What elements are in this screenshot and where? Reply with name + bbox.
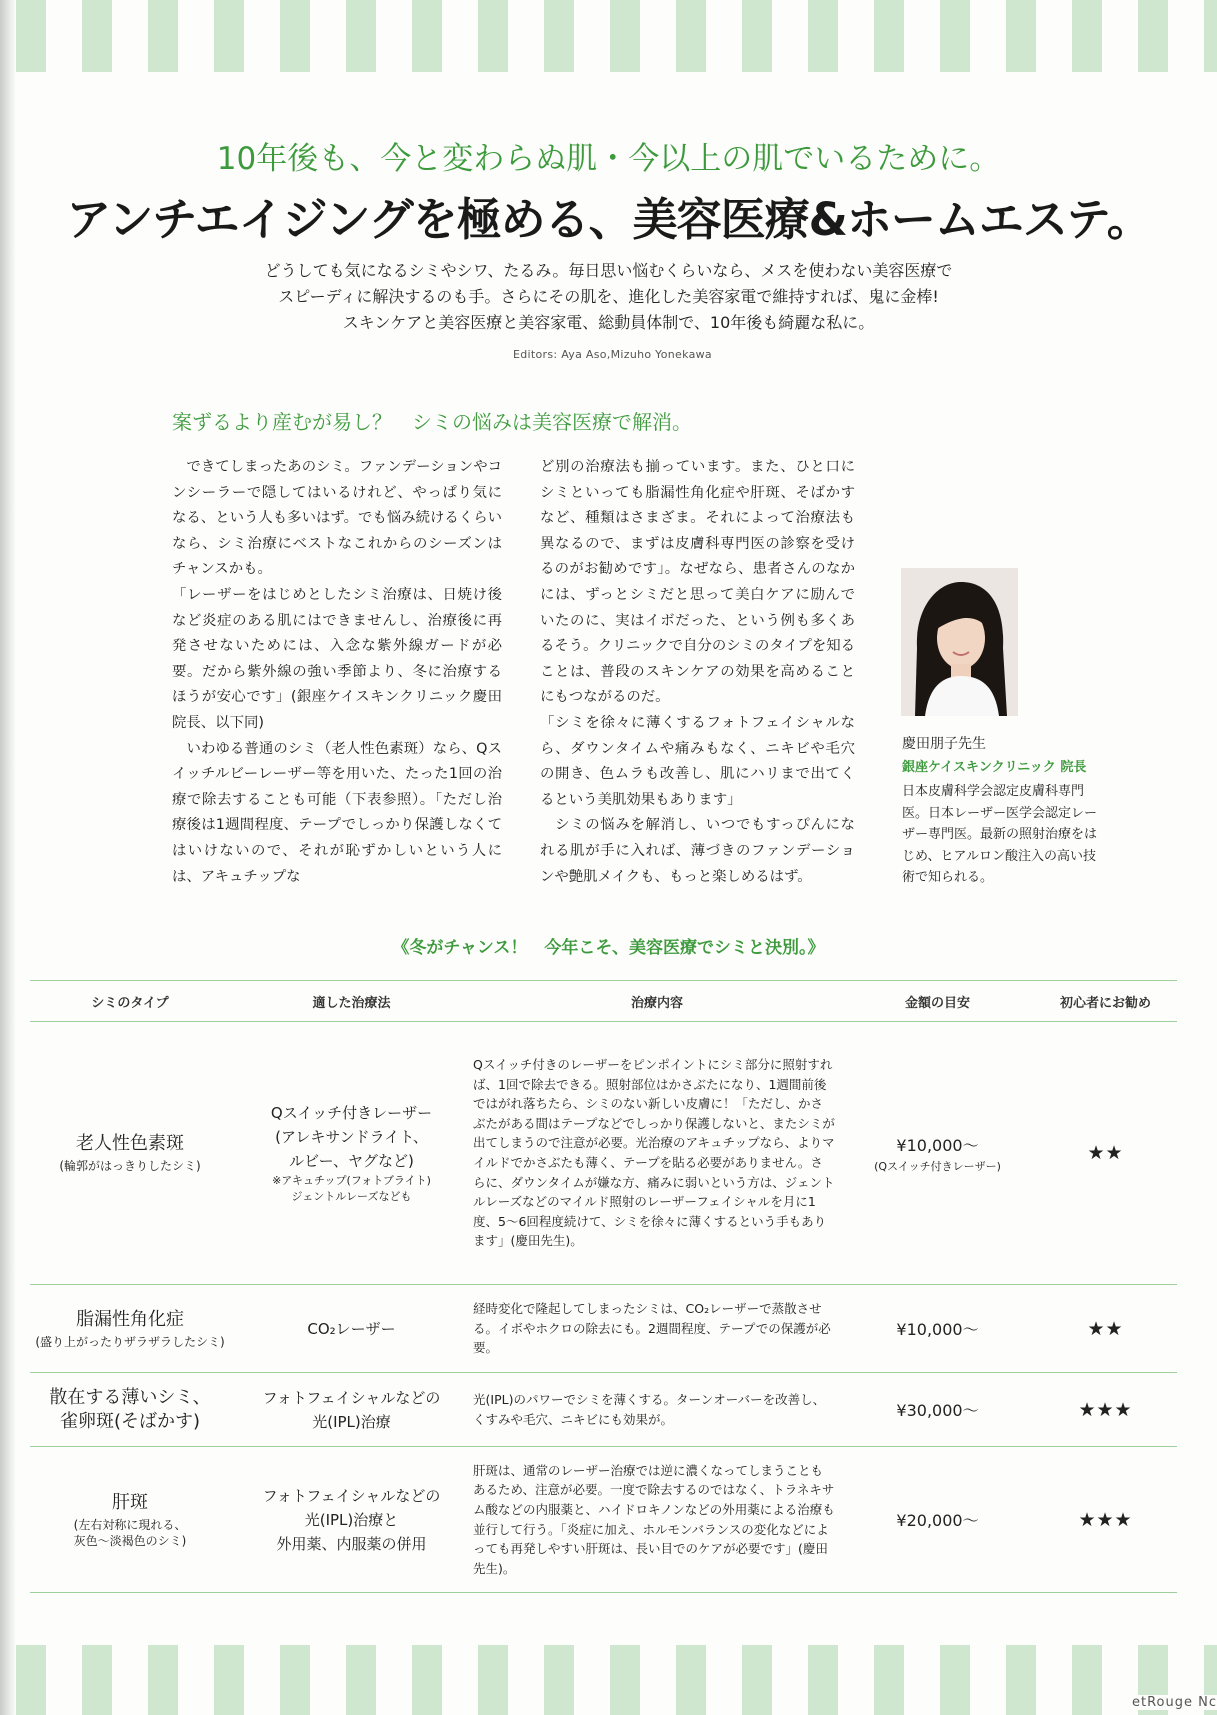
rating-stars: ★★★ — [1078, 1398, 1133, 1421]
doctor-name: 慶田朋子先生 — [902, 736, 986, 752]
cell-stars — [1034, 1447, 1177, 1593]
cell-price — [841, 1447, 1034, 1593]
table-row — [30, 1022, 1177, 1285]
rating-stars: ★★★ — [1078, 1508, 1133, 1531]
method-text: フォトフェイシャルなどの 光(IPL)治療 — [262, 1388, 441, 1431]
page-subtitle: 10年後も、今と変わらぬ肌・今以上の肌でいるために。 — [216, 141, 1001, 177]
cell-spot-type — [30, 1022, 230, 1285]
doctor-portrait-image — [901, 568, 1018, 716]
spot-type-name: 肝斑 — [112, 1491, 148, 1513]
cell-price — [841, 1373, 1034, 1447]
doctor-bio: 日本皮膚科学会認定皮膚科専門医。日本レーザー医学会認定レーザー専門医。最新の照射治療をはじめ、ヒアルロン酸注入の高い技術で知られる。 — [902, 784, 1098, 885]
article-column-2 — [540, 455, 855, 890]
spot-type-note: (輪郭がはっきりしたシミ) — [59, 1159, 201, 1173]
article-paragraph: 「シミを徐々に薄くするフォトフェイシャルなら、ダウンタイムや痛みもなく、ニキビや毛穴の開き、色ムラも改善し、肌にハリまで出てくるという美肌効果もあります」 — [540, 714, 855, 808]
table-title: 《冬がチャンス！ 今年こそ、美容医療でシミと決別。》 — [392, 938, 825, 958]
header-treatment-content: 治療内容 — [473, 981, 841, 1022]
editors-credit: Editors: Aya Aso,Mizuho Yonekawa — [513, 348, 712, 361]
method-text: Qスイッチ付きレーザー (アレキサンドライト、 ルビー、ヤグなど) — [270, 1104, 433, 1170]
article-paragraph: いわゆる普通のシミ（老人性色素斑）なら、Qスイッチルビーレーザー等を用いた、たった1回の治療で除去することも可能（下表参照）。「ただし治療後は1週間程度、テープでしっかり保護しなくてはいけないので、それが恥ずかしいという人には、アキュチップな — [172, 740, 502, 885]
cell-stars — [1034, 1285, 1177, 1373]
method-text: フォトフェイシャルなどの 光(IPL)治療と 外用薬、内服薬の併用 — [262, 1486, 441, 1553]
doctor-clinic: 銀座ケイスキンクリニック 院長 — [902, 760, 1087, 775]
price-text: ¥10,000〜 — [896, 1135, 979, 1155]
cell-method — [230, 1447, 473, 1593]
method-note: ※アキュチップ(フォトブライト) ジェントルレーズなども — [272, 1174, 431, 1203]
article-column-1 — [172, 455, 502, 890]
cell-price — [841, 1285, 1034, 1373]
cell-content: 光(IPL)のパワーでシミを薄くする。ターンオーバーを改善し、くすみや毛穴、ニキビにも効果が。 — [473, 1373, 841, 1447]
page-title: アンチエイジングを極める、美容医療&ホームエステ。 — [66, 193, 1151, 246]
cell-price — [841, 1022, 1034, 1285]
price-note: (Qスイッチ付きレーザー) — [874, 1159, 1001, 1173]
spot-type-note: (左右対称に現れる、 灰色〜淡褐色のシミ) — [73, 1517, 187, 1548]
price-text: ¥10,000〜 — [896, 1320, 979, 1339]
cell-method — [230, 1373, 473, 1447]
header-price: 金額の目安 — [841, 981, 1034, 1022]
price-text: ¥30,000〜 — [896, 1401, 979, 1420]
treatment-table — [30, 980, 1177, 1593]
footer-magazine-name: etRouge Nc — [1128, 1695, 1217, 1710]
spot-type-name: 散在する薄いシミ、 雀卵斑(そばかす) — [49, 1386, 211, 1432]
article-paragraph: ど別の治療法も揃っています。また、ひと口にシミといっても脂漏性角化症や肝斑、そばかすなど、種類はさまざま。それによって治療法も異なるので、まずは皮膚科専門医の診察を受けるのがお勧めです」。なぜなら、患者さんのなかには、ずっとシミだと思って美白ケアに励んでいたのに、実はイボだった、という例も多くあるそう。クリニックで自分のシミのタイプを知ることは、普段のスキンケアの効果を高めることにもつながるのだ。 — [540, 459, 856, 706]
rating-stars: ★★ — [1087, 1317, 1124, 1340]
lead-text — [0, 258, 1217, 336]
cell-content: Qスイッチ付きのレーザーをピンポイントにシミ部分に照射すれば、1回で除去できる。照射部位はかさぶたになり、1週間前後ではがれ落ちたら、シミのない新しい皮膚に！「ただし、かさぶたがある間はテープなどでしっかり保護しないと、またシミが出てしまうので注意が必要。光治療のアキュチップなら、よりマイルドでかさぶたも薄く、テープを貼る必要がありません。さらに、ダウンタイムが嫌な方、痛みに弱いという方は、ジェントルレーズなどのマイルド照射のレーザーフェイシャルを月に1度、5〜6回程度続けて、シミを徐々に薄くするという手もあります」(慶田先生)。 — [473, 1022, 841, 1285]
article-paragraph: 「レーザーをはじめとしたシミ治療は、日焼け後など炎症のある肌にはできませんし、治療後に再発させないためには、入念な紫外線ガードが必要。だから紫外線の強い季節より、冬に治療するほうが安心です」(銀座ケイスキンクリニック慶田院長、以下同) — [172, 586, 502, 731]
header-recommendation: 初心者にお勧め — [1034, 981, 1177, 1022]
lead-line: スピーディに解決するのも手。さらにその肌を、進化した美容家電で維持すれば、鬼に金棒! — [278, 287, 939, 306]
cell-spot-type — [30, 1373, 230, 1447]
top-stripe-border — [16, 0, 1217, 72]
cell-content: 肝斑は、通常のレーザー治療では逆に濃くなってしまうこともあるため、注意が必要。一度で除去するのではなく、トラネキサム酸などの内服薬と、ハイドロキノンなどの外用薬による治療も並行して行う。「炎症に加え、ホルモンバランスの変化などによっても再発しやすい肝斑は、長い目でのケアが必要です」(慶田先生)。 — [473, 1447, 841, 1593]
method-text: CO₂レーザー — [307, 1319, 396, 1338]
doctor-photo — [901, 568, 1018, 716]
cell-stars — [1034, 1373, 1177, 1447]
header-spot-type: シミのタイプ — [30, 981, 230, 1022]
lead-line: どうしても気になるシミやシワ、たるみ。毎日思い悩むくらいなら、メスを使わない美容医療で — [264, 261, 953, 280]
cell-content: 経時変化で隆起してしまったシミは、CO₂レーザーで蒸散させる。イボやホクロの除去にも。2週間程度、テープでの保護が必要。 — [473, 1285, 841, 1373]
spot-type-name: 老人性色素斑 — [76, 1133, 184, 1154]
rating-stars: ★★ — [1087, 1142, 1124, 1164]
article-paragraph: シミの悩みを解消し、いつでもすっぴんになれる肌が手に入れば、薄づきのファンデーションや艶肌メイクも、もっと楽しめるはず。 — [540, 817, 855, 885]
table-row — [30, 1373, 1177, 1447]
cell-spot-type — [30, 1285, 230, 1373]
lead-line: スキンケアと美容医療と美容家電、総動員体制で、10年後も綺麗な私に。 — [342, 313, 875, 332]
table-header-row — [30, 981, 1177, 1022]
spot-type-name: 脂漏性角化症 — [76, 1308, 184, 1330]
cell-stars — [1034, 1022, 1177, 1285]
table-row — [30, 1447, 1177, 1593]
bottom-stripe-border — [16, 1645, 1217, 1715]
article-heading: 案ずるより産むが易し？ シミの悩みは美容医療で解消。 — [172, 410, 692, 434]
spot-type-note: (盛り上がったりザラザラしたシミ) — [35, 1334, 225, 1349]
price-text: ¥20,000〜 — [896, 1511, 979, 1530]
table-row — [30, 1285, 1177, 1373]
header-treatment-method: 適した治療法 — [230, 981, 473, 1022]
cell-method — [230, 1022, 473, 1285]
cell-spot-type — [30, 1447, 230, 1593]
article-paragraph: できてしまったあのシミ。ファンデーションやコンシーラーで隠してはいるけれど、やっぱり気になる、という人も多いはず。でも悩み続けるくらいなら、シミ治療にベストなこれからのシーズンはチャンスかも。 — [172, 459, 502, 578]
cell-method — [230, 1285, 473, 1373]
